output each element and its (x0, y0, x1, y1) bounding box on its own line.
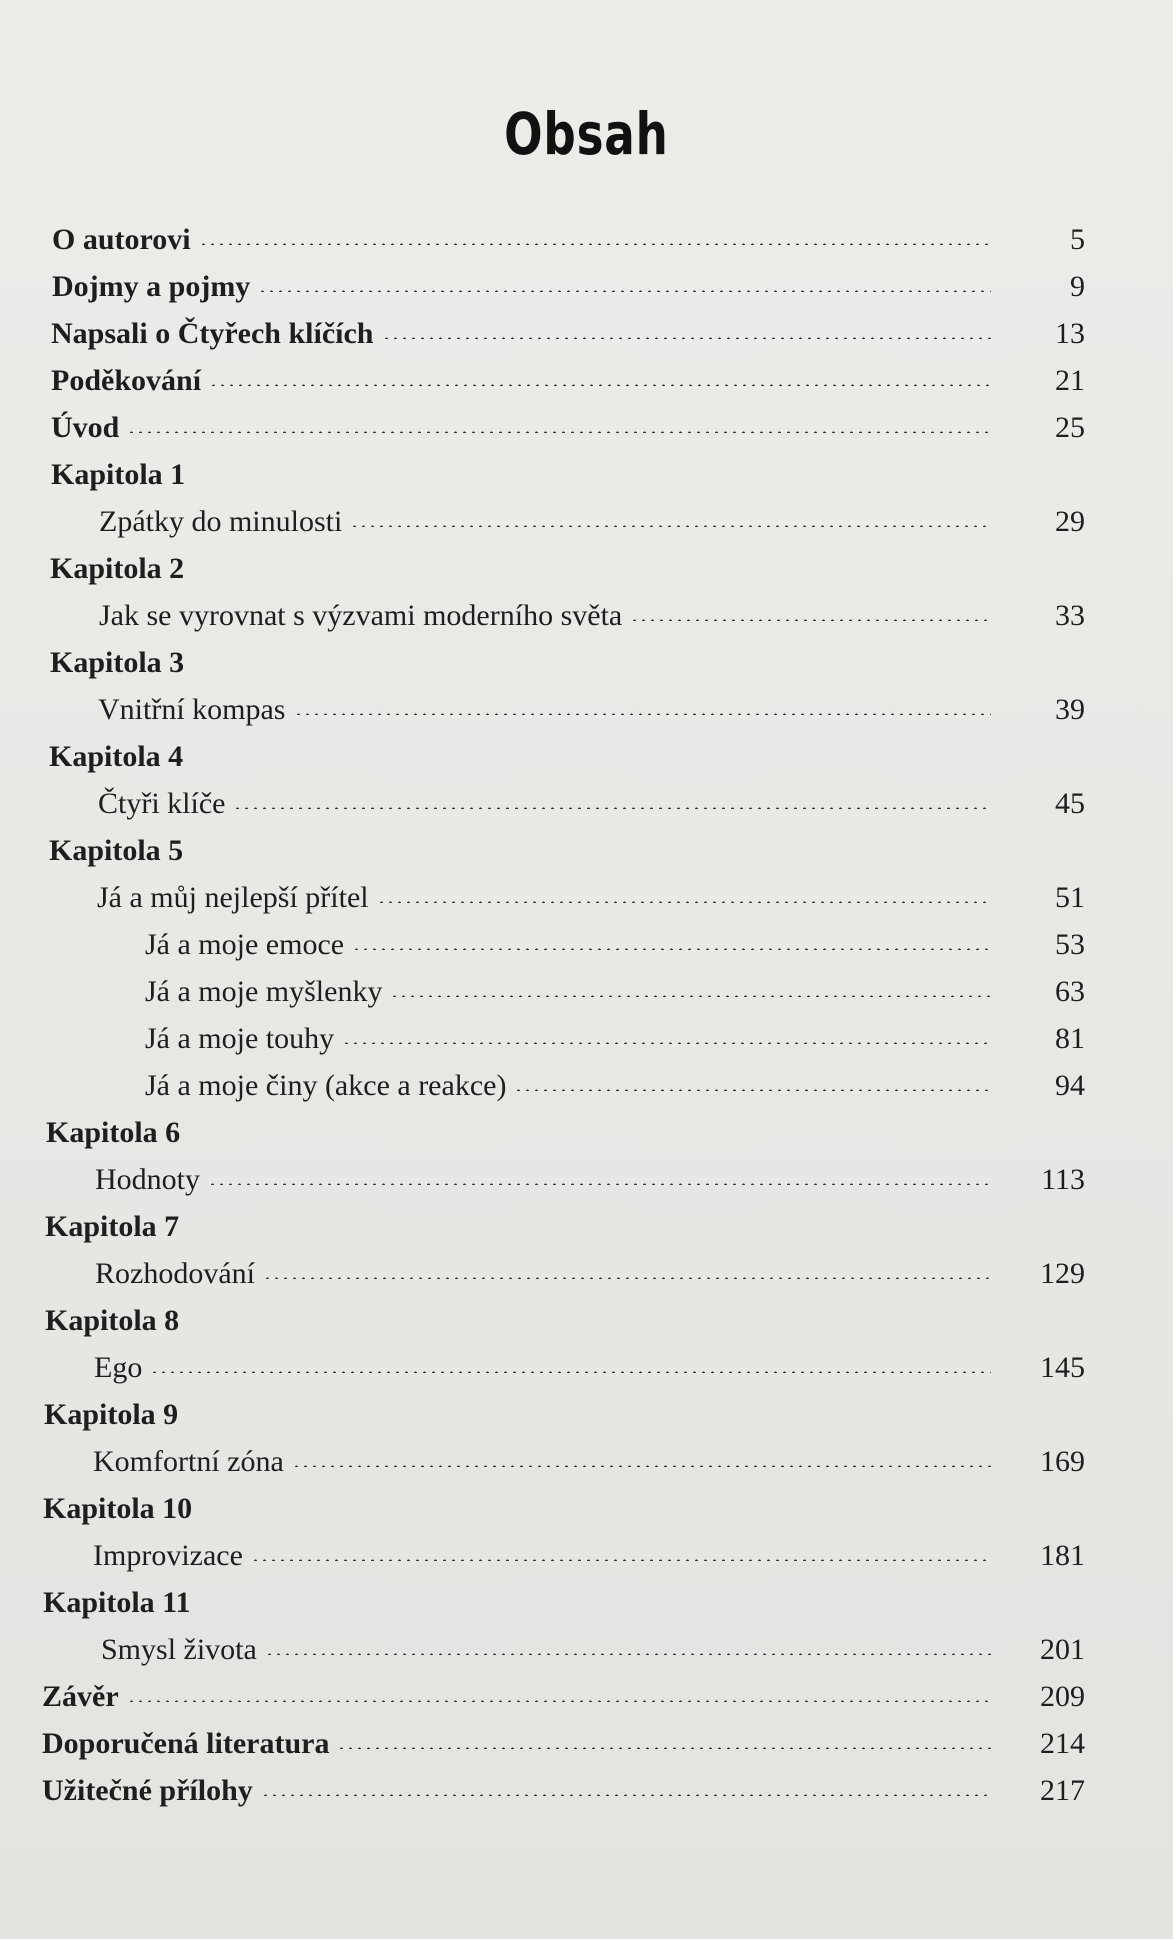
dot-leader (292, 1465, 991, 1467)
toc-entry (145, 923, 1085, 967)
dot-leader (127, 1700, 991, 1702)
toc-entry (95, 1252, 1085, 1296)
chapter-heading: Kapitola 5 (49, 834, 184, 867)
toc-entry (94, 1346, 1085, 1390)
toc-page-number: 25 (1055, 411, 1085, 444)
dot-leader (630, 619, 991, 621)
toc-page-number: 51 (1055, 881, 1085, 914)
toc-entry (51, 406, 1085, 450)
toc-entry (51, 359, 1085, 403)
dot-leader (382, 337, 992, 339)
chapter-heading: Kapitola 11 (43, 1586, 191, 1619)
toc-page-number: 169 (1040, 1445, 1085, 1478)
dot-leader (352, 948, 991, 950)
toc-page-number: 214 (1040, 1727, 1085, 1760)
chapter-heading: Kapitola 8 (45, 1304, 180, 1337)
toc-entry-label: Já a moje myšlenky (145, 975, 383, 1008)
toc-page-number: 201 (1040, 1633, 1085, 1666)
toc-page-number: 5 (1070, 223, 1085, 256)
toc-page-number: 81 (1055, 1022, 1085, 1055)
toc-entry (145, 1064, 1085, 1108)
chapter-heading: Kapitola 3 (50, 646, 185, 679)
toc-page-number: 33 (1055, 599, 1085, 632)
dot-leader (514, 1089, 991, 1091)
dot-leader (390, 995, 991, 997)
dot-leader (127, 431, 991, 433)
toc-entry-label: Smysl života (101, 1633, 257, 1666)
toc-entry (51, 312, 1085, 356)
toc-entry-label: Ego (94, 1351, 143, 1384)
toc-entry-label: Dojmy a pojmy (52, 270, 251, 303)
toc-entry (93, 1440, 1085, 1484)
toc-page-number: 145 (1040, 1351, 1085, 1384)
toc-entry-label: O autorovi (52, 223, 191, 256)
toc-page-number: 63 (1055, 975, 1085, 1008)
dot-leader (199, 243, 991, 245)
page-title: Obsah (504, 100, 669, 168)
toc-entry (95, 1158, 1085, 1202)
toc-entry (98, 782, 1085, 826)
dot-leader (251, 1559, 991, 1561)
toc-page-number: 129 (1040, 1257, 1085, 1290)
chapter-heading: Kapitola 2 (50, 552, 185, 585)
dot-leader (233, 807, 991, 809)
toc-entry-label: Komfortní zóna (93, 1445, 284, 1478)
toc-entry-label: Já a můj nejlepší přítel (97, 881, 369, 914)
toc-entry-label: Improvizace (93, 1539, 243, 1572)
toc-entry-label: Já a moje emoce (145, 928, 345, 961)
toc-page-number: 39 (1055, 693, 1085, 726)
toc-page-number: 13 (1055, 317, 1085, 350)
toc-page-number: 29 (1055, 505, 1085, 538)
dot-leader (258, 290, 991, 292)
toc-entry (42, 1722, 1085, 1766)
toc-entry-label: Vnitřní kompas (98, 693, 286, 726)
toc-entry (42, 1675, 1085, 1719)
dot-leader (337, 1747, 991, 1749)
toc-page-number: 94 (1055, 1069, 1085, 1102)
dot-leader (208, 1183, 991, 1185)
toc-entry (97, 876, 1085, 920)
toc-entry-label: Doporučená literatura (42, 1727, 330, 1760)
toc-entry (145, 970, 1085, 1014)
toc-entry (42, 1769, 1085, 1813)
chapter-heading: Kapitola 4 (49, 740, 184, 773)
toc-entry (52, 218, 1085, 262)
toc-page-number: 217 (1040, 1774, 1085, 1807)
dot-leader (209, 384, 991, 386)
dot-leader (377, 901, 991, 903)
toc-entry (99, 500, 1085, 544)
dot-leader (265, 1653, 991, 1655)
chapter-heading: Kapitola 9 (44, 1398, 179, 1431)
toc-entry (98, 688, 1085, 732)
dot-leader (342, 1042, 991, 1044)
toc-entry-label: Já a moje činy (akce a reakce) (145, 1069, 507, 1102)
dot-leader (263, 1277, 991, 1279)
chapter-heading: Kapitola 7 (45, 1210, 180, 1243)
toc-entry-label: Poděkování (51, 364, 202, 397)
toc-entry-label: Napsali o Čtyřech klíčích (51, 317, 374, 350)
toc-entry-label: Úvod (51, 411, 120, 444)
toc-page-number: 209 (1040, 1680, 1085, 1713)
chapter-heading: Kapitola 6 (46, 1116, 181, 1149)
toc-page-number: 181 (1040, 1539, 1085, 1572)
toc-entry (145, 1017, 1085, 1061)
chapter-heading: Kapitola 10 (43, 1492, 193, 1525)
dot-leader (150, 1371, 991, 1373)
dot-leader (350, 525, 991, 527)
toc-page-number: 113 (1041, 1163, 1085, 1196)
toc-page-number: 45 (1055, 787, 1085, 820)
toc-entry-label: Závěr (42, 1680, 119, 1713)
dot-leader (261, 1794, 991, 1796)
toc-page-number: 9 (1070, 270, 1085, 303)
toc-entry-label: Rozhodování (95, 1257, 255, 1290)
toc-entry-label: Čtyři klíče (98, 787, 226, 820)
toc-page-number: 53 (1055, 928, 1085, 961)
toc-entry (52, 265, 1085, 309)
toc-entry-label: Užitečné přílohy (42, 1774, 253, 1807)
toc-entry-label: Hodnoty (95, 1163, 200, 1196)
toc-entry-label: Zpátky do minulosti (99, 505, 343, 538)
toc-entry (93, 1534, 1085, 1578)
toc-entry (101, 1628, 1085, 1672)
toc-entry (99, 594, 1085, 638)
toc-entry-label: Jak se vyrovnat s výzvami moderního světa (99, 599, 623, 632)
toc-entry-label: Já a moje touhy (145, 1022, 335, 1055)
toc-page-number: 21 (1055, 364, 1085, 397)
dot-leader (294, 713, 992, 715)
chapter-heading: Kapitola 1 (51, 458, 186, 491)
